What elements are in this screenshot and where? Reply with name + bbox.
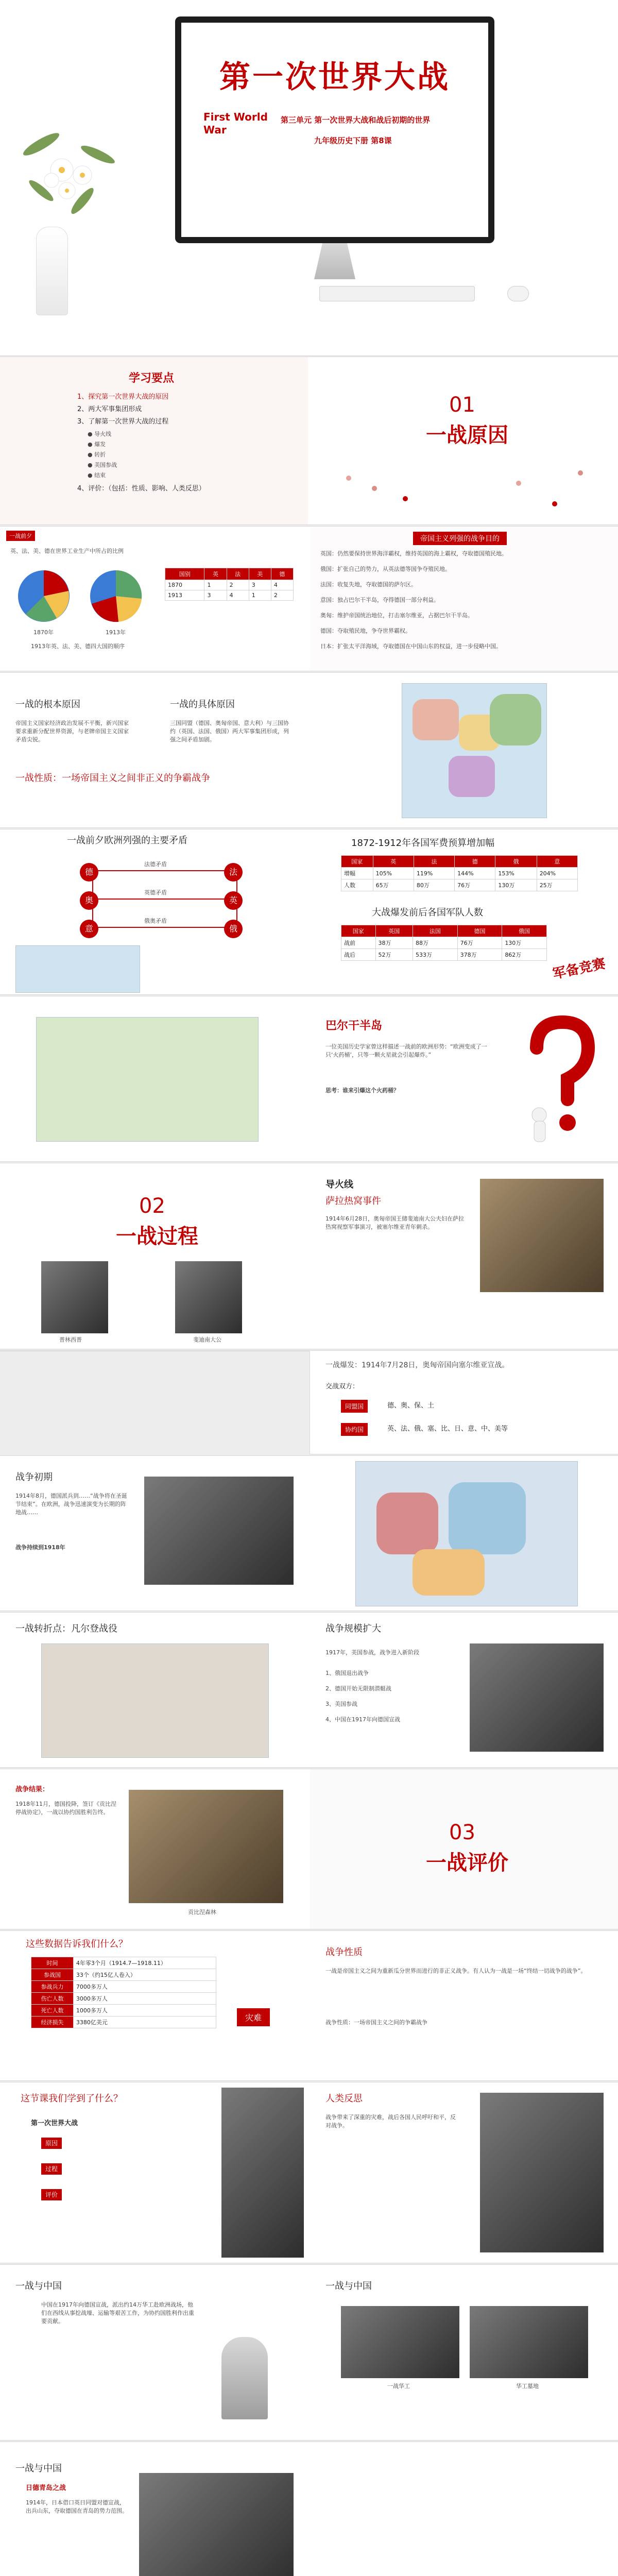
at-r1c0: 战后 [341, 949, 376, 961]
army-title: 大战爆发前后各国军队人数 [372, 907, 483, 918]
node-fr [224, 863, 243, 882]
escalation-1: 1917年，美国参战，战争进入新阶段 [325, 1649, 419, 1656]
wd-k4: 死亡人数 [31, 2005, 74, 2016]
china-left-title: 一战与中国 [15, 2281, 62, 2292]
bt-r1c0: 人数 [341, 879, 373, 891]
caption-cemetery: 华工墓地 [516, 2383, 539, 2389]
china2-title: 一战与中国 [15, 2463, 62, 2474]
europe-front-map [355, 1461, 578, 1606]
contradictions-title: 一战前夕欧洲列强的主要矛盾 [67, 835, 187, 846]
slide-causes [0, 673, 618, 827]
node-fr-text: 法 [229, 867, 237, 877]
bt-r0c4: 153% [495, 868, 537, 879]
pre-war-intro: 英、法、美、德在世界工业生产中所占的比例 [10, 548, 124, 554]
fuse-body: 1914年6月28日，奥匈帝国王储斐迪南大公夫妇在萨拉热窝视察军事演习，被塞尔维亚青年刺杀。 [325, 1215, 464, 1230]
balkans-map [36, 1017, 259, 1142]
at-h0: 国家 [341, 925, 376, 937]
arms-race-tag: 军备竞赛 [551, 956, 607, 982]
aims-heading [413, 532, 507, 545]
at-r0c2: 88万 [413, 937, 458, 949]
key-point-1: 1、探究第一次世界大战的原因 [77, 393, 169, 401]
war-nature: 一战性质：一场帝国主义之间非正义的争霸战争 [15, 773, 210, 784]
entente-label: 协约国 [341, 1423, 368, 1436]
china-left-body: 中国在1917年向德国宣战，派出约14万华工赴欧洲战场，他们在西线从事挖战壕、运输等艰苦工作，为协约国胜利作出重要贡献。 [41, 2301, 194, 2325]
fuse-event: 萨拉热窝事件 [325, 1196, 381, 1207]
wd-v2: 7000多万人 [73, 1981, 216, 1993]
wd-k5: 经济损失 [31, 2016, 74, 2028]
reflection-title: 人类反思 [325, 2093, 363, 2104]
summary-item-1-text: 原因 [41, 2138, 62, 2149]
wd-v1: 33个（约15亿人卷入） [73, 1969, 216, 1981]
slide-china-1 [0, 2265, 618, 2440]
wd-k3: 伤亡人数 [31, 1993, 74, 2005]
china2-body: 1914年，日本借口英日同盟对德宣战，出兵山东，夺取德国在青岛的势力范围。 [26, 2499, 128, 2514]
result-heading: 战争结果： [15, 1786, 49, 1793]
node-ru-text: 俄 [229, 924, 237, 934]
slide-key-points [0, 357, 618, 524]
cover-unit: 第三单元 第一次世界大战和战后初期的世界 [281, 115, 431, 125]
slide-process [0, 1163, 618, 1349]
laborers-photo [341, 2306, 459, 2378]
slide-china-2 [0, 2442, 618, 2576]
rank-table: 国别 英 法 美 德 1870 1 2 3 4 1913 3 4 1 2 [165, 568, 294, 601]
bt-r1c2: 80万 [414, 879, 454, 891]
node-de [80, 863, 98, 882]
aim-7: 日本：扩张太平洋海域，夺取德国在中国山东的权益，进一步侵略中国。 [320, 643, 502, 650]
portrait-ferdinand [175, 1261, 242, 1333]
balkans-body: 一位美国历史学家曾这样描述一战前的欧洲形势：“欧洲变成了一只‘火药桶’，只等一颗火星就会引起爆炸。” [325, 1043, 487, 1058]
early-war-body: 1914年8月，德国派兵到……“战争将在圣诞节结束”。在欧洲，战争迅速演变为长期的阵地战…… [15, 1493, 127, 1516]
at-h4: 俄国 [502, 925, 547, 937]
key-point-2: 2、两大军事集团形成 [77, 405, 142, 413]
section-02-number: 02 [139, 1194, 165, 1218]
question-mark-icon [516, 1012, 604, 1146]
caption-laborers: 一战华工 [387, 2383, 410, 2389]
cover-title: 第一次世界大战 [219, 59, 450, 95]
key-points-heading: 学习要点 [129, 372, 175, 385]
data-title: 这些数据告诉我们什么？ [26, 1939, 128, 1950]
nature-body: 一战是帝国主义之间为重新瓜分世界而进行的非正义战争。有人认为一战是一场“终结一切战争的战争”。 [325, 1968, 587, 1974]
wd-k1: 参战国 [31, 1969, 74, 1981]
sub-point-3: ● 转折 [88, 451, 106, 458]
cover-en-2: War [203, 124, 227, 136]
balkans-question: 思考：谁来引爆这个火药桶？ [325, 1087, 399, 1094]
section-number: 01 [449, 393, 475, 417]
pie-1913 [88, 568, 144, 624]
bt-r1c1: 65万 [373, 879, 414, 891]
wd-v4: 1000多万人 [73, 2005, 216, 2016]
slide-cover [0, 0, 618, 355]
summary-sub: 第一次世界大战 [31, 2120, 78, 2127]
budget-title: 1872-1912年各国军费预算增加幅 [351, 838, 495, 849]
fuse-heading: 导火线 [325, 1179, 353, 1190]
at-h1: 英国 [375, 925, 413, 937]
bt-r0c5: 204% [537, 868, 577, 879]
memorial-photo [480, 2093, 604, 2252]
europe-map-small [15, 945, 140, 993]
escalation-4: 3、美国参战 [325, 1701, 357, 1707]
at-r0c1: 38万 [375, 937, 413, 949]
summary-item-2 [41, 2165, 62, 2174]
node-it-text: 意 [84, 924, 93, 934]
verdun-map [41, 1643, 269, 1758]
early-war-highlight: 战争持续到1918年 [15, 1544, 65, 1551]
direct-cause-body: 三国同盟（德国、奥匈帝国、意大利）与三国协约（英国、法国、俄国）两大军事集团形成，列强之间矛盾加剧。 [170, 720, 289, 743]
cover-grade: 九年级历史下册 第8课 [314, 136, 392, 145]
pie-1870 [15, 568, 72, 624]
section-03-title: 一战评价 [426, 1851, 508, 1875]
pie-caption: 1913年英、法、美、德四大国的顺序 [31, 643, 125, 650]
balkans-title: 巴尔干半岛 [325, 1020, 383, 1032]
escalation-5: 4、中国在1917年向德国宣战 [325, 1716, 400, 1723]
bt-h0: 国家 [341, 856, 373, 868]
at-r1c4: 862万 [502, 949, 547, 961]
flower-bouquet-icon [10, 113, 134, 237]
node-at-text: 奥 [84, 895, 93, 905]
escalation-3: 2、德国开始无限制潜艇战 [325, 1685, 391, 1692]
bt-h1: 英 [373, 856, 414, 868]
flower-vase [36, 227, 68, 315]
nature-quote: 战争性质：一场帝国主义之间的争霸战争 [325, 2019, 427, 2026]
bt-r0c2: 119% [414, 868, 454, 879]
alliance-label: 同盟国 [341, 1400, 368, 1413]
label-uk-de: 英德矛盾 [144, 889, 167, 896]
wd-v5: 3380亿美元 [73, 2016, 216, 2028]
wd-k0: 时间 [31, 1957, 74, 1969]
summary-item-3 [41, 2191, 62, 2199]
slide-summary [0, 2082, 618, 2263]
monitor-screen [181, 23, 488, 237]
label-fr-de: 法德矛盾 [144, 861, 167, 868]
caption-ferdinand: 斐迪南大公 [193, 1336, 221, 1343]
at-r1c3: 378万 [457, 949, 502, 961]
key-points-panel [0, 357, 308, 524]
section-title: 一战原因 [426, 423, 508, 447]
europe-alliance-map [402, 683, 547, 818]
war-data-table [31, 1957, 216, 2028]
disaster-tag: 灾难 [237, 2008, 270, 2026]
result-body: 1918年11月，德国投降，签订《贡比涅停战协定》，一战以协约国胜利告终。 [15, 1801, 116, 1816]
aim-6: 德国：夺取殖民地，争夺世界霸权。 [320, 628, 411, 634]
at-r0c3: 76万 [457, 937, 502, 949]
sub-point-1: ● 导火线 [88, 431, 112, 437]
root-cause-title: 一战的根本原因 [15, 699, 80, 710]
sarajevo-photo [480, 1179, 604, 1292]
reflection-body: 战争带来了深重的灾难，战后各国人民呼吁和平，反对战争。 [325, 2114, 456, 2129]
alliance-members: 德、奥、保、土 [387, 1402, 435, 1410]
at-h2: 法国 [413, 925, 458, 937]
china-right-title: 一战与中国 [325, 2281, 372, 2292]
key-point-4: 4、评价：（包括：性质、影响、人类反思） [77, 485, 205, 493]
bt-r0c3: 144% [455, 868, 495, 879]
label-ru-at: 俄奥矛盾 [144, 918, 167, 924]
label-1913: 1913年 [106, 629, 126, 636]
monitor-stand [314, 243, 355, 279]
pre-war-tag: 一战前夕 [6, 531, 35, 541]
bt-r1c3: 76万 [455, 879, 495, 891]
aim-1: 英国：仍然要保持世界海洋霸权，维持英国的海上霸权，夺取德国殖民地。 [320, 550, 507, 557]
escalation-2: 1、俄国退出战争 [325, 1670, 369, 1676]
slide-early-war [0, 1456, 618, 1611]
soldiers-photo [221, 2088, 304, 2258]
outbreak-text: 一战爆发：1914年7月28日，奥匈帝国向塞尔维亚宣战。 [325, 1361, 509, 1369]
bt-h5: 意 [537, 856, 577, 868]
army-table [341, 925, 547, 961]
budget-table [341, 855, 578, 891]
portrait-princip [41, 1261, 108, 1333]
summary-title: 这节课我们学到了什么？ [21, 2093, 123, 2104]
mouse [507, 286, 529, 301]
aim-4: 意国：独占巴尔干半岛，夺得德国一部分利益。 [320, 597, 439, 603]
section-02-title: 一战过程 [116, 1225, 198, 1248]
sides-label: 交战双方： [325, 1383, 359, 1391]
node-ru [224, 920, 243, 938]
aim-3: 法国：收复失地，夺取德国的萨尔区。 [320, 581, 417, 588]
summary-item-2-text: 过程 [41, 2163, 62, 2175]
wd-v0: 4年零3个月（1914.7—1918.11） [73, 1957, 216, 1969]
bt-r0c0: 增幅 [341, 868, 373, 879]
node-de-text: 德 [84, 867, 93, 877]
at-r1c2: 533万 [413, 949, 458, 961]
summary-item-1 [41, 2139, 62, 2148]
china2-sub: 日德青岛之战 [26, 2484, 66, 2492]
at-h3: 德国 [457, 925, 502, 937]
node-at [80, 891, 98, 910]
bt-r0c1: 105% [373, 868, 414, 879]
bt-r1c4: 130万 [495, 879, 537, 891]
sub-point-2: ● 爆发 [88, 441, 106, 448]
node-it [80, 920, 98, 938]
qingdao-photo [139, 2473, 294, 2576]
at-r0c0: 战前 [341, 937, 376, 949]
slide-data [0, 1931, 618, 2080]
bt-h3: 德 [455, 856, 495, 868]
wd-k2: 参战兵力 [31, 1981, 74, 1993]
slide-result [0, 1769, 618, 1929]
entente-members: 英、法、俄、塞、比、日、意、中、美等 [387, 1425, 508, 1433]
bt-r1c5: 25万 [537, 879, 577, 891]
key-point-3: 3、了解第一次世界大战的过程 [77, 418, 169, 426]
aims-heading-text: 帝国主义列强的战争目的 [420, 535, 500, 543]
node-uk-text: 英 [229, 895, 237, 905]
compiegne-photo [129, 1790, 283, 1903]
label-1870: 1870年 [33, 629, 54, 636]
aim-2: 俄国：扩张自己的势力，从英法德等国争夺殖民地。 [320, 566, 451, 572]
cemetery-photo [470, 2306, 588, 2378]
verdun-title: 一战转折点：凡尔登战役 [15, 1623, 117, 1634]
node-uk [224, 891, 243, 910]
tombstone [221, 2337, 268, 2419]
aim-5: 奥匈：维护帝国统治地位，打击塞尔维亚，占据巴尔干半岛。 [320, 612, 473, 619]
keyboard [319, 286, 475, 301]
wd-v3: 3000多万人 [73, 1993, 216, 2005]
section-03-number: 03 [449, 1821, 475, 1844]
trench-photo [144, 1477, 294, 1585]
at-r0c4: 130万 [502, 937, 547, 949]
root-cause-body: 帝国主义国家经济政治发展不平衡，新兴国家要求重新分配世界资源，与老牌帝国主义国家矛盾尖锐。 [15, 720, 129, 743]
battle-photo [470, 1643, 604, 1752]
escalation-title: 战争规模扩大 [325, 1623, 381, 1634]
slide-outbreak-panel [310, 1351, 618, 1454]
nature-title: 战争性质 [325, 1947, 363, 1958]
early-war-title: 战争初期 [15, 1472, 53, 1483]
slide-turning-point [0, 1613, 618, 1767]
sub-point-4: ● 美国参战 [88, 462, 117, 468]
summary-item-3-text: 评价 [41, 2189, 62, 2200]
direct-cause-title: 一战的具体原因 [170, 699, 235, 710]
bt-h4: 俄 [495, 856, 537, 868]
slide-contradictions [0, 829, 618, 994]
sub-point-5: ● 结束 [88, 472, 106, 479]
caption-princip: 普林西普 [59, 1336, 82, 1343]
section-01-panel [310, 357, 618, 524]
slide-balkans [0, 996, 618, 1161]
cover-en-1: First World [203, 111, 268, 123]
at-r1c1: 52万 [375, 949, 413, 961]
bt-h2: 法 [414, 856, 454, 868]
compiegne-caption: 贡比涅森林 [188, 1909, 216, 1916]
slide-pre-war [0, 527, 618, 671]
